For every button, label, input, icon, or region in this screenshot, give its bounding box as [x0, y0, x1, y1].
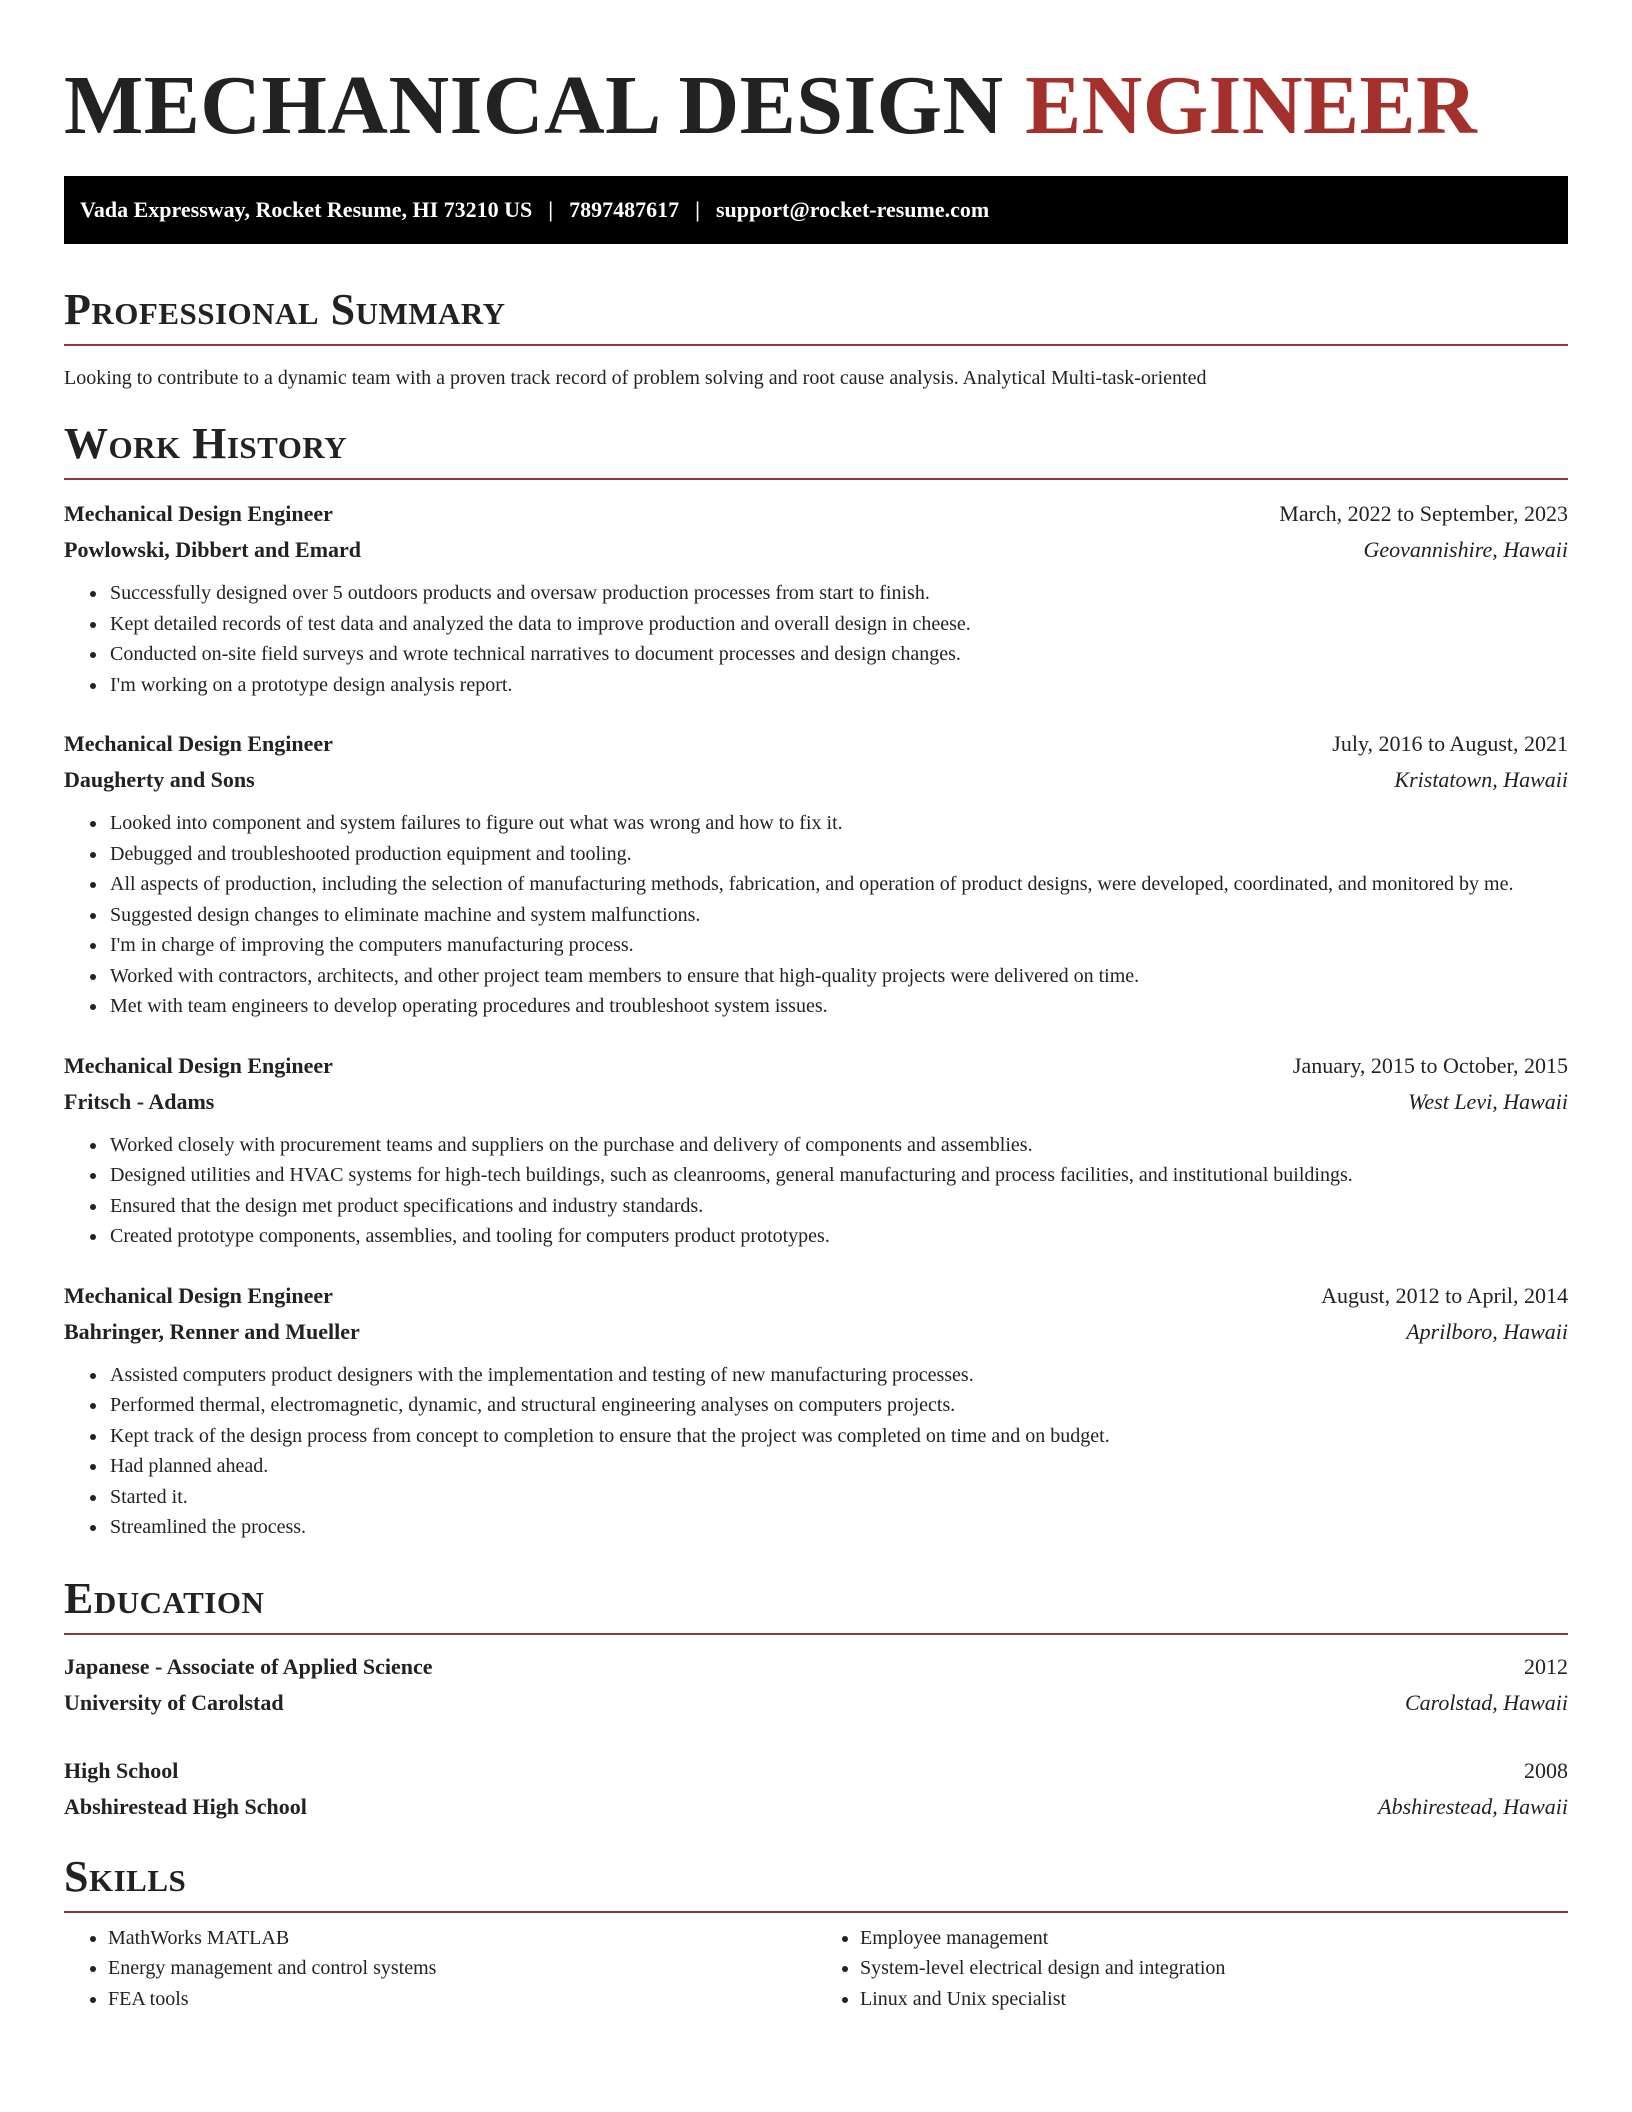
skill-item: • FEA tools: [108, 1984, 816, 2015]
job-bullet: • Suggested design changes to eliminate machine and system malfunctions.: [108, 900, 1568, 931]
skill-item: • MathWorks MATLAB: [108, 1923, 816, 1954]
education-section-title: Education: [64, 1573, 265, 1623]
skills-list-left: [64, 1923, 816, 2015]
summary-section-title: Professional Summary: [64, 285, 506, 334]
job-bullet: • I'm in charge of improving the computers manufacturing process.: [108, 930, 1568, 961]
skill-item: • System-level electrical design and integration: [860, 1953, 1568, 1984]
contact-separator: |: [548, 197, 554, 222]
job-role: Mechanical Design Engineer: [64, 501, 333, 526]
name-last-part: ENGINEER: [1025, 59, 1478, 152]
education-location: Abshirestead, Hawaii: [1378, 1793, 1568, 1819]
job-bullet: • Had planned ahead.: [108, 1451, 1568, 1482]
job-bullet: • Conducted on-site field surveys and wrote technical narratives to document processes and design changes.: [108, 639, 1568, 670]
job-location: West Levi, Hawaii: [1408, 1088, 1568, 1114]
section-divider: [64, 1633, 1568, 1635]
skill-item: • Employee management: [860, 1923, 1568, 1954]
contact-phone: 7897487617: [569, 197, 680, 222]
education-location: Carolstad, Hawaii: [1405, 1689, 1568, 1715]
job-location: Geovannishire, Hawaii: [1363, 537, 1568, 562]
job-bullet: • Ensured that the design met product specifications and industry standards.: [108, 1191, 1568, 1222]
job-location: Kristatown, Hawaii: [1394, 767, 1568, 792]
job-bullet: • Assisted computers product designers with the implementation and testing of new manufacturing processes.: [108, 1360, 1568, 1391]
job-company: Daugherty and Sons: [64, 767, 255, 792]
job-bullet: • Looked into component and system failures to figure out what was wrong and how to fix it.: [108, 808, 1568, 839]
job-bullet-list: [64, 578, 1568, 700]
education-entry: [64, 1753, 1568, 1825]
job-bullet: • Kept track of the design process from concept to completion to ensure that the project was completed on time and on budget.: [108, 1421, 1568, 1452]
job-dates: January, 2015 to October, 2015: [1292, 1052, 1568, 1078]
job-company: Powlowski, Dibbert and Emard: [64, 537, 362, 562]
skills-grid: [64, 1923, 1568, 2015]
job-role: Mechanical Design Engineer: [64, 731, 333, 756]
job-bullet: • Successfully designed over 5 outdoors products and oversaw production processes from start to finish.: [108, 578, 1568, 609]
job-bullet: • Created prototype components, assemblies, and tooling for computers product prototypes.: [108, 1221, 1568, 1252]
skills-list-right: [816, 1923, 1568, 2015]
education-degree: High School: [64, 1757, 179, 1783]
job-bullet: • Debugged and troubleshooted production equipment and tooling.: [108, 839, 1568, 870]
job-bullet: • Designed utilities and HVAC systems for high-tech buildings, such as cleanrooms, general manufacturing and process facilities, and institutional buildings.: [108, 1160, 1568, 1191]
job-dates: August, 2012 to April, 2014: [1321, 1282, 1568, 1308]
skill-item: • Linux and Unix specialist: [860, 1984, 1568, 2015]
education-school: University of Carolstad: [64, 1689, 284, 1715]
contact-address: Vada Expressway, Rocket Resume, HI 73210 US: [80, 197, 533, 222]
section-divider: [64, 478, 1568, 480]
job-bullet: • Started it.: [108, 1482, 1568, 1513]
name-first-part: MECHANICAL DESIGN: [64, 59, 1004, 152]
job-bullet: • Streamlined the process.: [108, 1512, 1568, 1543]
work-history-section-title: Work History: [64, 419, 348, 468]
work-history-section: [64, 416, 1568, 1543]
job-bullet: • All aspects of production, including the selection of manufacturing methods, fabrication, and operation of product designs, were developed, coordinated, and monitored by me.: [108, 869, 1568, 900]
skills-section: [64, 1849, 1568, 2015]
education-entry: [64, 1649, 1568, 1721]
job-bullet-list: [64, 1130, 1568, 1252]
contact-separator: |: [695, 197, 700, 222]
job-role: Mechanical Design Engineer: [64, 1282, 333, 1308]
job-company: Fritsch - Adams: [64, 1088, 215, 1114]
summary-section: [64, 282, 1568, 392]
job-bullet: • I'm working on a prototype design analysis report.: [108, 670, 1568, 701]
section-divider: [64, 1911, 1568, 1913]
job-bullet-list: [64, 808, 1568, 1022]
resume-name-heading: [64, 0, 1568, 176]
education-degree: Japanese - Associate of Applied Science: [64, 1653, 433, 1679]
job-bullet: • Worked closely with procurement teams and suppliers on the purchase and delivery of components and assemblies.: [108, 1130, 1568, 1161]
skills-section-title: Skills: [64, 1851, 187, 1901]
skill-item: • Energy management and control systems: [108, 1953, 816, 1984]
job-dates: March, 2022 to September, 2023: [1279, 501, 1568, 526]
education-school: Abshirestead High School: [64, 1793, 307, 1819]
job-location: Aprilboro, Hawaii: [1406, 1318, 1568, 1344]
job-entry: [64, 1278, 1568, 1543]
job-company: Bahringer, Renner and Mueller: [64, 1318, 360, 1344]
job-role: Mechanical Design Engineer: [64, 1052, 333, 1078]
job-bullet: • Performed thermal, electromagnetic, dynamic, and structural engineering analyses on computers projects.: [108, 1390, 1568, 1421]
summary-text: Looking to contribute to a dynamic team with a proven track record of problem solving and root cause analysis. Analytical Multi-task-oriented: [64, 367, 1207, 389]
job-bullet: • Kept detailed records of test data and analyzed the data to improve production and overall design in cheese.: [108, 609, 1568, 640]
job-bullet-list: [64, 1360, 1568, 1543]
section-divider: [64, 344, 1568, 346]
contact-bar: [64, 176, 1568, 244]
job-entry: [64, 726, 1568, 1022]
job-entry: [64, 496, 1568, 700]
job-bullet: • Worked with contractors, architects, and other project team members to ensure that high-quality projects were delivered on time.: [108, 961, 1568, 992]
education-section: [64, 1571, 1568, 1825]
education-year: 2012: [1524, 1653, 1568, 1679]
job-entry: [64, 1048, 1568, 1252]
job-dates: July, 2016 to August, 2021: [1332, 731, 1568, 756]
contact-email: support@rocket-resume.com: [715, 197, 990, 222]
education-year: 2008: [1524, 1757, 1568, 1783]
job-bullet: • Met with team engineers to develop operating procedures and troubleshoot system issues.: [108, 991, 1568, 1022]
